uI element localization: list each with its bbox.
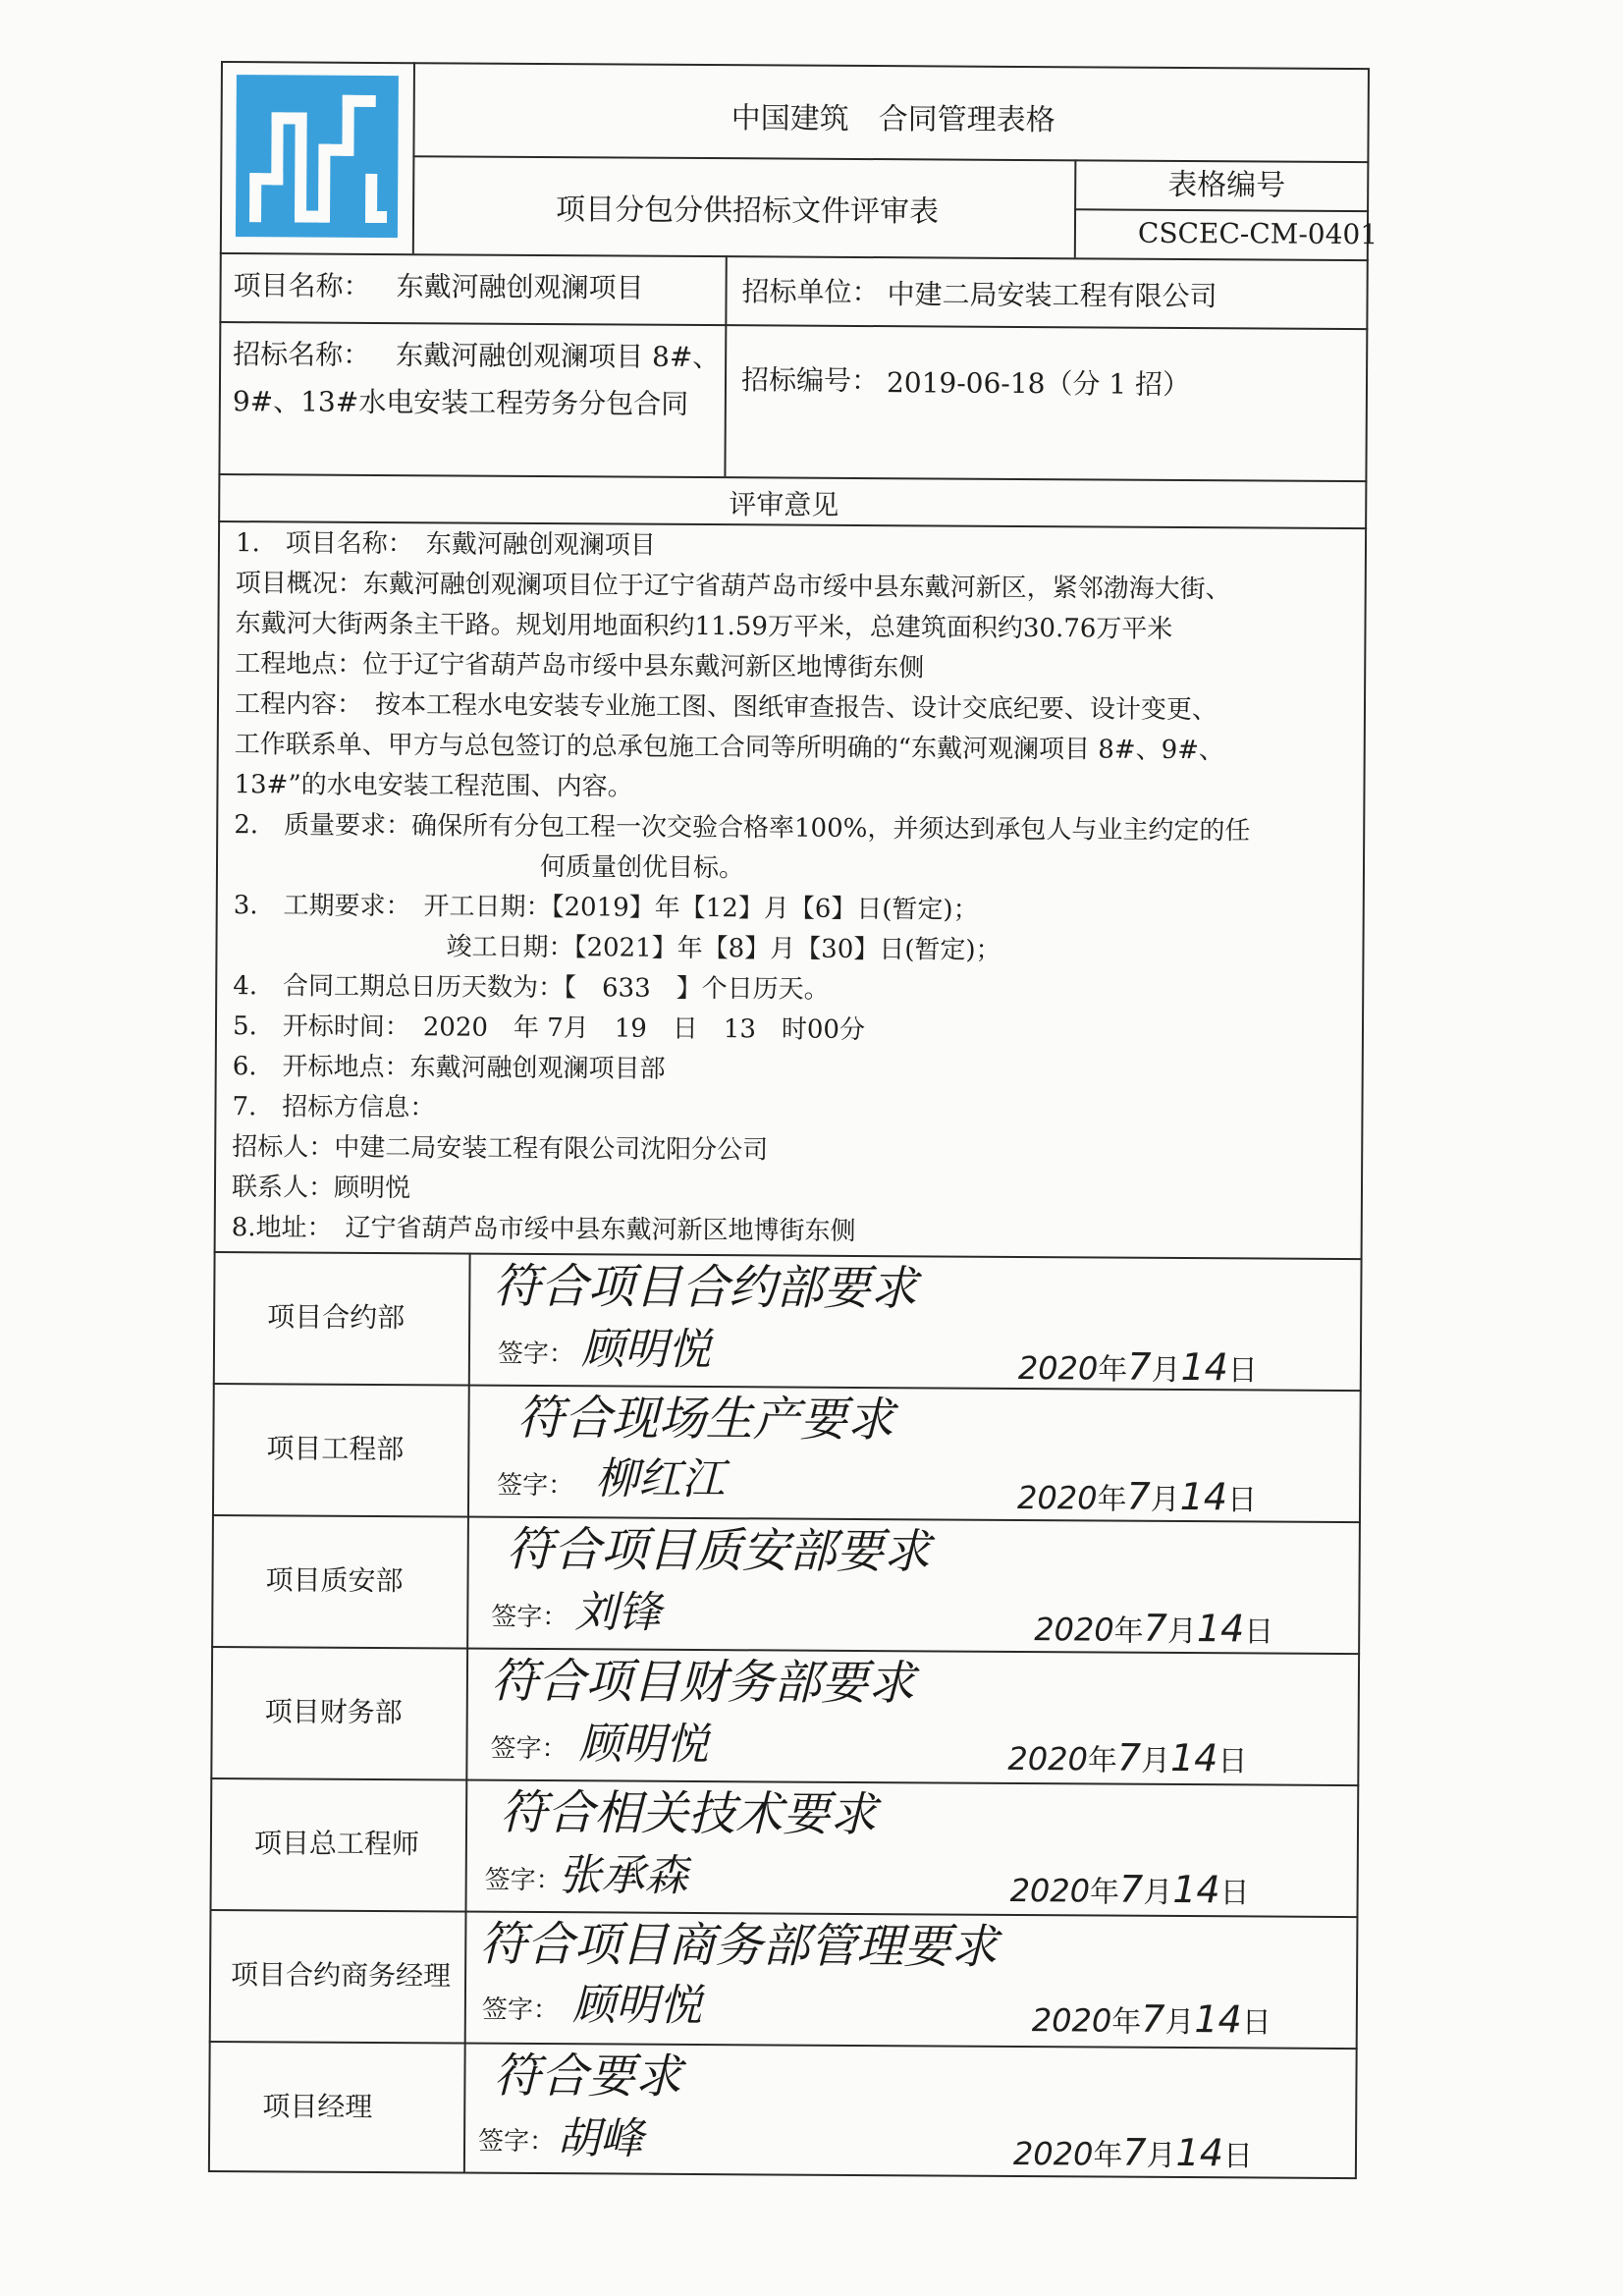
signature: 张承森 — [558, 1850, 688, 1901]
signature: 柳红江 — [595, 1453, 726, 1505]
sign-date: 2020年7月14日 — [1009, 1867, 1250, 1912]
tender-name-line1: 东戴河融创观澜项目 8#、 — [396, 339, 721, 374]
review-line: 工程地点：位于辽宁省葫芦岛市绥中县东戴河新区地博街东侧 — [235, 649, 925, 683]
sign-date: 2020年7月14日 — [1012, 2130, 1254, 2175]
review-line: 4. 合同工期总日历天数为：【 633 】个日历天。 — [233, 971, 830, 1005]
dept-label: 项目合约部 — [267, 1300, 406, 1335]
form-title: 项目分包分供招标文件评审表 — [555, 192, 940, 230]
review-line: 8.地址： 辽宁省葫芦岛市绥中县东戴河新区地博街东侧 — [231, 1213, 856, 1246]
review-line: 6. 开标地点：东戴河融创观澜项目部 — [232, 1052, 666, 1084]
review-line: 5. 开标时间： 2020 年 7月 19 日 13 时00分 — [232, 1011, 866, 1046]
sign-label: 签字： — [481, 1995, 559, 2026]
sign-date: 2020年7月14日 — [1017, 1344, 1258, 1390]
org-title: 中国建筑 合同管理表格 — [730, 101, 1055, 138]
bidder: 中建二局安装工程有限公司 — [887, 278, 1217, 313]
sign-label: 签字： — [497, 1470, 574, 1502]
review-line: 1. 项目名称： 东戴河融创观澜项目 — [235, 528, 656, 561]
sign-label: 签字： — [484, 1865, 562, 1896]
dept-label: 项目质安部 — [265, 1563, 404, 1598]
signature: 顾明悦 — [580, 1324, 712, 1376]
cscec-logo — [236, 75, 399, 238]
handwritten-opinion: 符合项目财务部要求 — [490, 1653, 916, 1712]
signature: 胡峰 — [556, 2113, 644, 2164]
form-no: CSCEC-CM-0401 — [1137, 216, 1379, 251]
handwritten-opinion: 符合相关技术要求 — [499, 1784, 878, 1843]
dept-label: 项目总工程师 — [253, 1827, 420, 1861]
review-line: 7. 招标方信息： — [232, 1092, 436, 1123]
tender-no: 2019-06-18（分 1 招） — [886, 366, 1191, 402]
review-line: 联系人：顾明悦 — [231, 1173, 411, 1204]
review-line: 13#”的水电安装工程范围、内容。 — [234, 770, 633, 802]
handwritten-opinion: 符合要求 — [493, 2048, 682, 2105]
sign-date: 2020年7月14日 — [1016, 1474, 1258, 1519]
sign-date: 2020年7月14日 — [1031, 1996, 1271, 2042]
signature: 顾明悦 — [571, 1980, 703, 2032]
sign-label: 签字： — [477, 2126, 556, 2158]
handwritten-opinion: 符合项目质安部要求 — [506, 1521, 931, 1580]
sign-label: 签字： — [491, 1602, 568, 1633]
review-line: 3. 工期要求： 开工日期：【2019】年【12】月【6】日(暂定)； — [233, 891, 979, 925]
tender-no-label: 招标编号： — [740, 363, 880, 398]
review-line: 工程内容： 按本工程水电安装专业施工图、图纸审查报告、设计交底纪要、设计变更、 — [234, 689, 1218, 726]
handwritten-opinion: 符合现场生产要求 — [516, 1390, 894, 1449]
sign-label: 签字： — [497, 1339, 575, 1370]
review-line: 竣工日期：【2021】年【8】月【30】日(暂定)； — [446, 932, 1001, 965]
review-line: 何质量创优目标。 — [539, 852, 745, 884]
dept-label: 项目经理 — [262, 2090, 373, 2123]
handwritten-opinion: 符合项目合约部要求 — [493, 1258, 918, 1317]
sign-date: 2020年7月14日 — [1007, 1735, 1248, 1780]
project-name: 东戴河融创观澜项目 — [396, 270, 644, 304]
bidder-label: 招标单位： — [741, 275, 880, 309]
project-name-label: 项目名称： — [233, 269, 371, 302]
review-line: 工作联系单、甲方与总包签订的总承包施工合同等所明确的“东戴河观澜项目 8#、9#、 — [234, 730, 1225, 766]
handwritten-opinion: 符合项目商务部管理要求 — [479, 1916, 999, 1975]
dept-label: 项目合约商务经理 — [230, 1958, 452, 1993]
tender-name-line2: 9#、13#水电安装工程劳务分包合同 — [232, 385, 689, 420]
sign-date: 2020年7月14日 — [1034, 1606, 1274, 1651]
review-form — [208, 61, 1379, 2179]
dept-label: 项目财务部 — [264, 1695, 403, 1729]
signature: 顾明悦 — [578, 1719, 709, 1771]
dept-label: 项目工程部 — [266, 1432, 405, 1466]
review-line: 2. 质量要求：确保所有分包工程一次交验合格率100%，并须达到承包人与业主约定的任 — [234, 810, 1251, 847]
form-no-label: 表格编号 — [1167, 167, 1286, 203]
review-line: 东戴河大街两条主干路。规划用地面积约11.59万平米，总建筑面积约30.76万平米 — [235, 609, 1173, 644]
review-title: 评审意见 — [729, 488, 839, 521]
sign-label: 签字： — [490, 1733, 568, 1765]
review-line: 招标人：中建二局安装工程有限公司沈阳分公司 — [232, 1132, 769, 1166]
signature: 刘锋 — [574, 1587, 662, 1638]
review-line: 项目概况：东戴河融创观澜项目位于辽宁省葫芦岛市绥中县东戴河新区，紧邻渤海大街、 — [235, 569, 1231, 605]
tender-name-label: 招标名称： — [233, 338, 371, 371]
